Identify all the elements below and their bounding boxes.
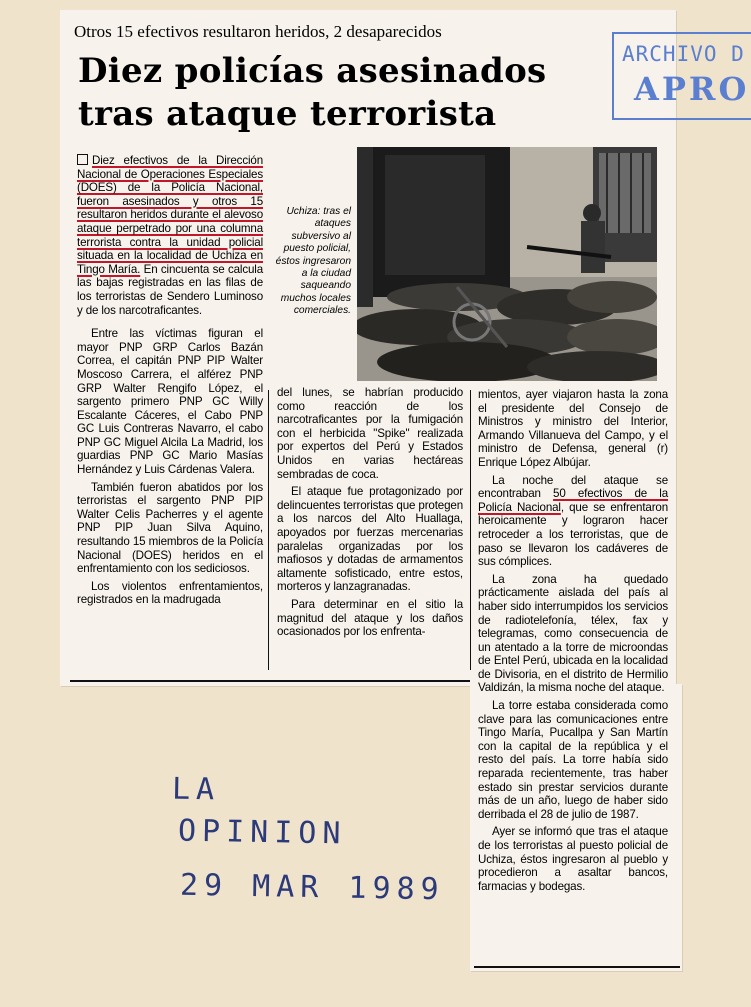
- handwritten-date: 29 MAR 1989: [179, 867, 445, 908]
- handwritten-line-2: OPINION: [177, 813, 347, 852]
- text-span: La noche del ataque se encontraban: [478, 473, 668, 501]
- column-1: [77, 154, 263, 611]
- bottom-rule: [474, 966, 680, 968]
- lead-rest: En cincuenta se calcula las bajas registradas en las filas de los terroristas de Sendero Luminoso y de los narcotraficantes.: [77, 262, 263, 317]
- column-2: [277, 386, 463, 643]
- column-2-paragraph: El ataque fue protagonizado por delincuentes terroristas que protegen a los narcos del Alto Huallaga, apoyados por fuerzas mercenarias paralelas organizadas por los mafiosos y dotadas de armamentos altamente sofisticado, entre estos, morteros y lanzagranadas.: [277, 485, 463, 594]
- kicker: Otros 15 efectivos resultaron heridos, 2 desaparecidos: [74, 22, 442, 41]
- column-1-paragraph: Los violentos enfrentamientos, registrados en la madrugada: [77, 579, 263, 607]
- column-3-paragraph: La zona ha quedado prácticamente aislada del país al haber sido interrumpidos los servicios de radiotelefonía, télex, fax y telegramas, como consecuencia de un atentado a la torre de microondas de Entel Perú, ubicada en la localidad de Divisoria, en el distrito de Hermilio Valdizán, la misma noche del ataque.: [478, 572, 668, 695]
- column-1-paragraph: Entre las víctimas figuran el mayor PNP GRP Carlos Bazán Correa, el capitán PNP PIP Walter Moscoso Carrera, el alférez PNP GRP Walter Rengifo López, el sargento primero PNP GC Willy Escalante Cáceres, el Cabo PNP GC Luis Contreras Navarro, el cabo PNP GC Miguel Alcila La Madrid, los guardias PNP GC Mario Masías Hernández y Luis Cárdenas Valera.: [77, 327, 263, 477]
- column-3-paragraph: La torre estaba considerada como clave para las comunicaciones entre Tingo María, Pucallpa y San Martín con la capital de la república y el resto del país. La torre había sido reparada recientemente, tras haber estado sin prestar servicios durante más de un año, luego de haber sido derribada el 28 de julio de 1987.: [478, 699, 668, 821]
- column-3: [478, 388, 668, 897]
- column-1-paragraph: También fueron abatidos por los terroristas el sargento PNP PIP Walter Celis Pacherres y el agente PNP PIP Juan Silva Aquino, resultando 15 miembros de la Policía Nacional (DOES) heridos en el enfrentamiento con los sediciosos.: [77, 480, 263, 576]
- photo-caption: Uchiza: tras el ataques subversivo al puesto policial, éstos ingresaron a la ciudad saqueando muchos locales comerciales.: [275, 206, 351, 317]
- news-photo: [357, 147, 657, 381]
- column-2-paragraph: Para determinar en el sitio la magnitud del ataque y los daños ocasionados por los enfrenta-: [277, 597, 463, 639]
- column-divider: [470, 390, 471, 670]
- column-1-paragraph: [77, 154, 263, 317]
- archive-stamp: [612, 32, 751, 120]
- headline: [78, 50, 638, 136]
- column-divider: [268, 390, 269, 670]
- headline-line-1: Diez policías asesinados: [78, 51, 547, 91]
- text-span: , que se enfrentaron heroicamente y lograron hacer retroceder a los terroristas, que de paso se llevaron los cadáveres de sus cómplices.: [478, 500, 668, 569]
- handwritten-line-1: LA: [171, 771, 221, 808]
- stamp-line-2: APRO: [634, 70, 750, 108]
- column-3-paragraph: mientos, ayer viajaron hasta la zona el presidente del Consejo de Ministros y ministro del Interior, Armando Villanueva del Campo, y el ministro de Defensa, general (r) Enrique López Albújar.: [478, 388, 668, 469]
- stamp-line-1: ARCHIVO D: [622, 42, 745, 66]
- column-2-paragraph: del lunes, se habrían producido como reacción de los narcotraficantes por la fumigación con el herbicida "Spike" realizada por expertos del Perú y Estados Unidos en varias hectáreas sembradas de coca.: [277, 386, 463, 481]
- checkbox-square-icon: [77, 154, 88, 165]
- bottom-rule: [70, 680, 470, 682]
- column-3-paragraph: Ayer se informó que tras el ataque de los terroristas al puesto policial de Uchiza, éstos ingresaron al pueblo y procedieron a asaltar bancos, farmacias y bodegas.: [478, 825, 668, 893]
- underlined-phrase: 50 efectivos de la Policía Nacional: [478, 487, 668, 514]
- underlined-lead: Diez efectivos de la Dirección Nacional de Operaciones Especiales (DOES) de la Policía Nacional, fueron asesinados y otros 15 resultaron heridos durante el alevoso ataque perpetrado por una columna terrorista contra la unidad policial situada en la localidad de Uchiza en Tingo María.: [77, 154, 263, 276]
- headline-line-2: tras ataque terrorista: [78, 94, 497, 134]
- column-3-paragraph: [478, 474, 668, 569]
